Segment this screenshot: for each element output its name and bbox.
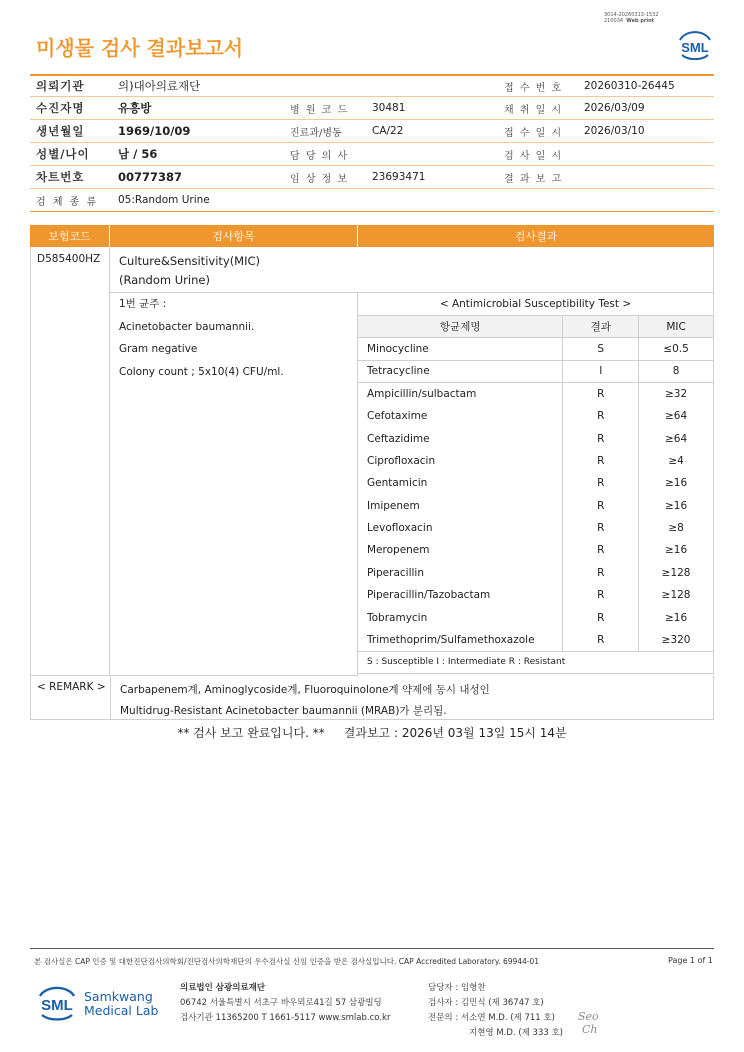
table-row	[358, 427, 714, 449]
sml-footer-logo-text: SML	[41, 997, 73, 1014]
drug-mic: ≥4	[639, 450, 714, 472]
ast-header-mic: MIC	[639, 315, 714, 337]
test-item-line2: (Random Urine)	[119, 273, 210, 287]
test-item-cell	[110, 247, 714, 293]
clinical-label: 임 상 정 보	[290, 173, 349, 185]
sml-logo-icon	[676, 28, 714, 60]
drug-result: S	[563, 338, 639, 360]
drug-mic: ≥64	[639, 405, 714, 427]
drug-name: Tetracycline	[358, 360, 563, 382]
birth-value: 1969/10/09	[118, 124, 191, 138]
signature	[578, 1010, 599, 1036]
drug-result: R	[563, 606, 639, 628]
drug-name: Piperacillin/Tazobactam	[358, 584, 563, 606]
sml-footer-logo-icon	[36, 982, 78, 1026]
drug-mic: ≥16	[639, 495, 714, 517]
table-row	[358, 562, 714, 584]
organism-line2: Acinetobacter baumannii.	[119, 320, 255, 333]
collect-date-label: 채 취 일 시	[504, 104, 563, 116]
dept-value: CA/22	[372, 125, 404, 137]
receipt-date-value: 2026/03/10	[584, 125, 645, 137]
drug-name: Trimethoprim/Sulfamethoxazole	[358, 629, 563, 651]
drug-result: R	[563, 539, 639, 561]
drug-mic: ≥8	[639, 517, 714, 539]
table-row	[358, 405, 714, 427]
brand-line1: Samkwang	[84, 989, 153, 1004]
org-name: 의료법인 삼광의료재단	[180, 983, 266, 993]
table-row	[358, 338, 714, 360]
hospital-code-value: 30481	[372, 102, 406, 114]
staff-specialist-2: 지현영 M.D. (제 333 호)	[469, 1028, 564, 1038]
org-info	[180, 981, 390, 1026]
ast-header-result: 결과	[563, 315, 639, 337]
page-number: Page 1 of 1	[668, 956, 713, 965]
ast-legend: S : Susceptible I : Intermediate R : Resistant	[358, 651, 714, 673]
drug-name: Gentamicin	[358, 472, 563, 494]
table-row	[358, 539, 714, 561]
drug-mic: ≥16	[639, 606, 714, 628]
organism-line3: Gram negative	[119, 343, 198, 355]
ast-title-row	[358, 293, 714, 315]
org-contact: 검사기관 11365200 T 1661-5117 www.smlab.co.kr	[180, 1013, 391, 1023]
drug-name: Ampicillin/sulbactam	[358, 383, 563, 405]
table-row	[358, 495, 714, 517]
info-row	[30, 143, 714, 166]
info-row	[30, 166, 714, 189]
drug-mic: ≥64	[639, 427, 714, 449]
drug-result: R	[563, 383, 639, 405]
drug-result: R	[563, 405, 639, 427]
ast-legend-row	[358, 651, 714, 673]
patient-value: 유흥방	[118, 101, 152, 115]
sex-age-value: 남 / 56	[118, 147, 158, 161]
drug-name: Meropenem	[358, 539, 563, 561]
print-code	[604, 12, 659, 24]
results-table-header	[30, 225, 714, 247]
drug-name: Levofloxacin	[358, 517, 563, 539]
drug-name: Tobramycin	[358, 606, 563, 628]
drug-mic: 8	[639, 360, 714, 382]
footer-divider	[30, 948, 714, 949]
info-row	[30, 97, 714, 120]
organism-info	[110, 293, 358, 676]
drug-mic: ≥32	[639, 383, 714, 405]
staff-specialist-1: 전문의 : 서소연 M.D. (제 711 호)	[428, 1013, 555, 1023]
receipt-no-value: 20260310-26445	[584, 80, 675, 92]
print-code-line1: 3014-20260313-1532	[604, 12, 659, 18]
remark-line1: Carbapenem계, Aminoglycoside계, Fluoroquinolone계 약제에 동시 내성인	[120, 684, 490, 696]
table-row	[358, 472, 714, 494]
specimen-value: 05:Random Urine	[118, 194, 210, 206]
drug-mic: ≥16	[639, 472, 714, 494]
birth-label: 생년월일	[36, 124, 85, 138]
staff-manager: 담당자 : 임형찬	[428, 983, 486, 993]
report-title: 미생물 검사 결과보고서	[36, 36, 244, 60]
sex-age-label: 성별/나이	[36, 147, 90, 161]
drug-result: R	[563, 562, 639, 584]
drug-result: R	[563, 450, 639, 472]
sml-logo-text: SML	[681, 40, 709, 55]
test-date-label: 검 사 일 시	[504, 150, 563, 162]
signature-2: Ch	[582, 1023, 598, 1036]
drug-name: Cefotaxime	[358, 405, 563, 427]
drug-result: R	[563, 427, 639, 449]
ast-title: < Antimicrobial Susceptibility Test >	[358, 293, 714, 315]
drug-mic: ≥128	[639, 562, 714, 584]
remark-section	[30, 676, 714, 720]
signature-1: Seo	[578, 1010, 599, 1023]
remark-label: < REMARK >	[31, 676, 111, 719]
info-row	[30, 189, 714, 212]
table-row	[358, 629, 714, 651]
ast-header-drug: 항균제명	[358, 315, 563, 337]
drug-mic: ≤0.5	[639, 338, 714, 360]
completion-note: ** 검사 보고 완료입니다. ** 결과보고 : 2026년 03월 13일 15시 14분	[177, 726, 567, 740]
clinical-value: 23693471	[372, 171, 426, 183]
insurance-code-cell: D585400HZ	[30, 247, 110, 676]
info-row	[30, 120, 714, 143]
brand-line2: Medical Lab	[84, 1003, 159, 1018]
drug-result: R	[563, 472, 639, 494]
drug-name: Ceftazidime	[358, 427, 563, 449]
org-address: 06742 서울특별시 서초구 바우뫼로41길 57 삼광빌딩	[180, 998, 382, 1008]
test-item-line1: Culture&Sensitivity(MIC)	[119, 254, 261, 268]
drug-mic: ≥16	[639, 539, 714, 561]
remark-line2: Multidrug-Resistant Acinetobacter baumannii (MRAB)가 분리됨.	[120, 705, 447, 717]
drug-name: Minocycline	[358, 338, 563, 360]
patient-info-grid	[30, 74, 714, 212]
patient-label: 수진자명	[36, 101, 85, 115]
chart-value: 00777387	[118, 170, 183, 184]
print-code-line2: 210034	[604, 18, 624, 24]
chart-label: 차트번호	[36, 170, 85, 184]
accreditation-note: 본 검사실은 CAP 인증 및 대한진단검사의학회/진단검사의학재단의 우수검사실 신임 인증을 받은 검사실입니다. CAP Accredited Laboratory. 69944-01	[34, 957, 540, 966]
receipt-no-label: 접 수 번 호	[504, 82, 563, 94]
ast-table	[358, 293, 714, 674]
drug-mic: ≥320	[639, 629, 714, 651]
table-row	[358, 584, 714, 606]
report-date-label: 결 과 보 고	[504, 173, 563, 185]
brand-name	[84, 990, 158, 1018]
web-print-label: Web print	[626, 18, 655, 24]
col-test-item: 검사항목	[110, 225, 358, 247]
dept-label: 진료과/병동	[290, 127, 342, 139]
receipt-date-label: 접 수 일 시	[504, 127, 563, 139]
table-row	[358, 517, 714, 539]
remark-text	[120, 680, 490, 722]
drug-result: R	[563, 584, 639, 606]
table-row	[358, 383, 714, 405]
hospital-code-label: 병 원 코 드	[290, 104, 349, 116]
info-row	[30, 74, 714, 97]
specimen-label: 검 체 종 류	[36, 196, 99, 208]
table-row	[358, 450, 714, 472]
drug-name: Piperacillin	[358, 562, 563, 584]
col-insurance-code: 보험코드	[30, 225, 110, 247]
col-test-result: 검사결과	[514, 230, 558, 243]
drug-result: R	[563, 517, 639, 539]
doctor-label: 담 당 의 사	[290, 150, 349, 162]
collect-date-value: 2026/03/09	[584, 102, 645, 114]
staff-tester: 검사자 : 김민식 (제 36747 호)	[428, 998, 544, 1008]
drug-mic: ≥128	[639, 584, 714, 606]
drug-name: Ciprofloxacin	[358, 450, 563, 472]
drug-result: R	[563, 495, 639, 517]
ast-header-row	[358, 315, 714, 337]
drug-name: Imipenem	[358, 495, 563, 517]
table-row	[358, 360, 714, 382]
drug-result: I	[563, 360, 639, 382]
organism-line4: Colony count ; 5x10(4) CFU/ml.	[119, 365, 284, 378]
staff-info	[428, 981, 563, 1041]
request-org-value: 의)대아의료재단	[118, 79, 201, 93]
table-row	[358, 606, 714, 628]
request-org-label: 의뢰기관	[36, 79, 85, 93]
drug-result: R	[563, 629, 639, 651]
organism-line1: 1번 균주 :	[119, 298, 167, 310]
